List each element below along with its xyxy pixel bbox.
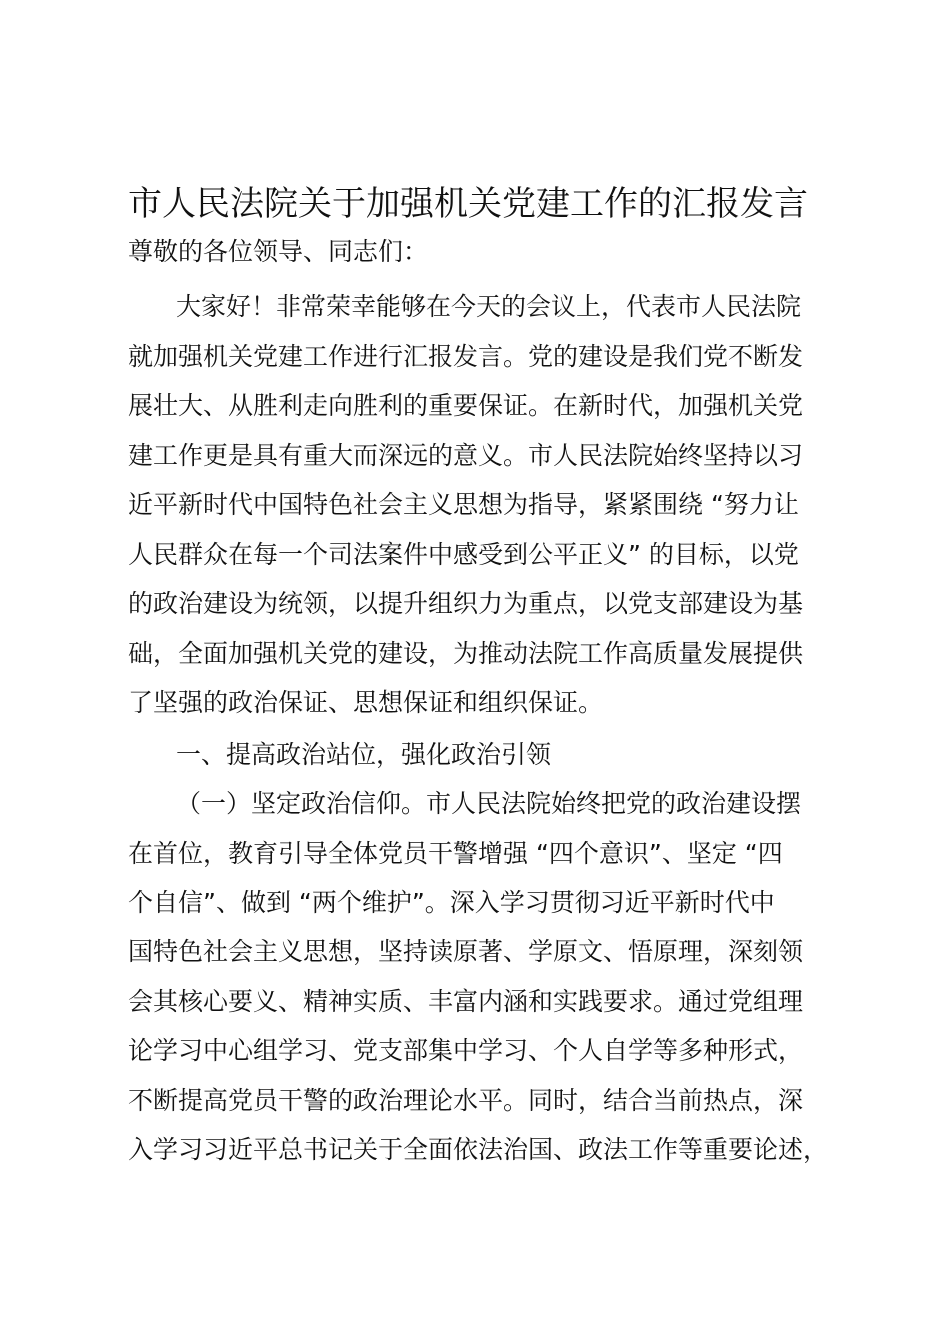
body-line: 会其核心要义、精神实质、丰富内涵和实践要求。通过党组理: [128, 987, 804, 1016]
body-line: 的政治建设为统领，以提升组织力为重点，以党支部建设为基: [128, 589, 804, 618]
body-line: 个自信”、做到 “两个维护”。深入学习贯彻习近平新时代中: [128, 888, 775, 917]
body-line: 大家好！非常荣幸能够在今天的会议上，代表市人民法院: [176, 292, 802, 321]
salutation: 尊敬的各位领导、同志们：: [128, 237, 429, 266]
body-line: 入学习习近平总书记关于全面依法治国、政法工作等重要论述，: [128, 1135, 829, 1164]
body-line: 在首位，教育引导全体党员干警增强 “四个意识”、坚定 “四: [128, 839, 783, 868]
body-line: 就加强机关党建工作进行汇报发言。党的建设是我们党不断发: [128, 342, 804, 371]
body-line: 不断提高党员干警的政治理论水平。同时，结合当前热点，深: [128, 1086, 804, 1115]
body-line: 国特色社会主义思想，坚持读原著、学原文、悟原理，深刻领: [128, 937, 804, 966]
body-line: （一）坚定政治信仰。市人民法院始终把党的政治建设摆: [176, 789, 802, 818]
document-title: 市人民法院关于加强机关党建工作的汇报发言: [128, 184, 808, 224]
body-line: 建工作更是具有重大而深远的意义。市人民法院始终坚持以习: [128, 441, 804, 470]
body-line: 展壮大、从胜利走向胜利的重要保证。在新时代，加强机关党: [128, 391, 804, 420]
body-line: 人民群众在每一个司法案件中感受到公平正义” 的目标，以党: [128, 540, 799, 569]
body-line: 近平新时代中国特色社会主义思想为指导，紧紧围绕 “努力让: [128, 490, 799, 519]
body-line: 论学习中心组学习、党支部集中学习、个人自学等多种形式，: [128, 1036, 804, 1065]
body-line: 了坚强的政治保证、思想保证和组织保证。: [128, 688, 604, 717]
section-heading: 一、提高政治站位，强化政治引领: [176, 740, 552, 769]
body-line: 础，全面加强机关党的建设，为推动法院工作高质量发展提供: [128, 639, 804, 668]
